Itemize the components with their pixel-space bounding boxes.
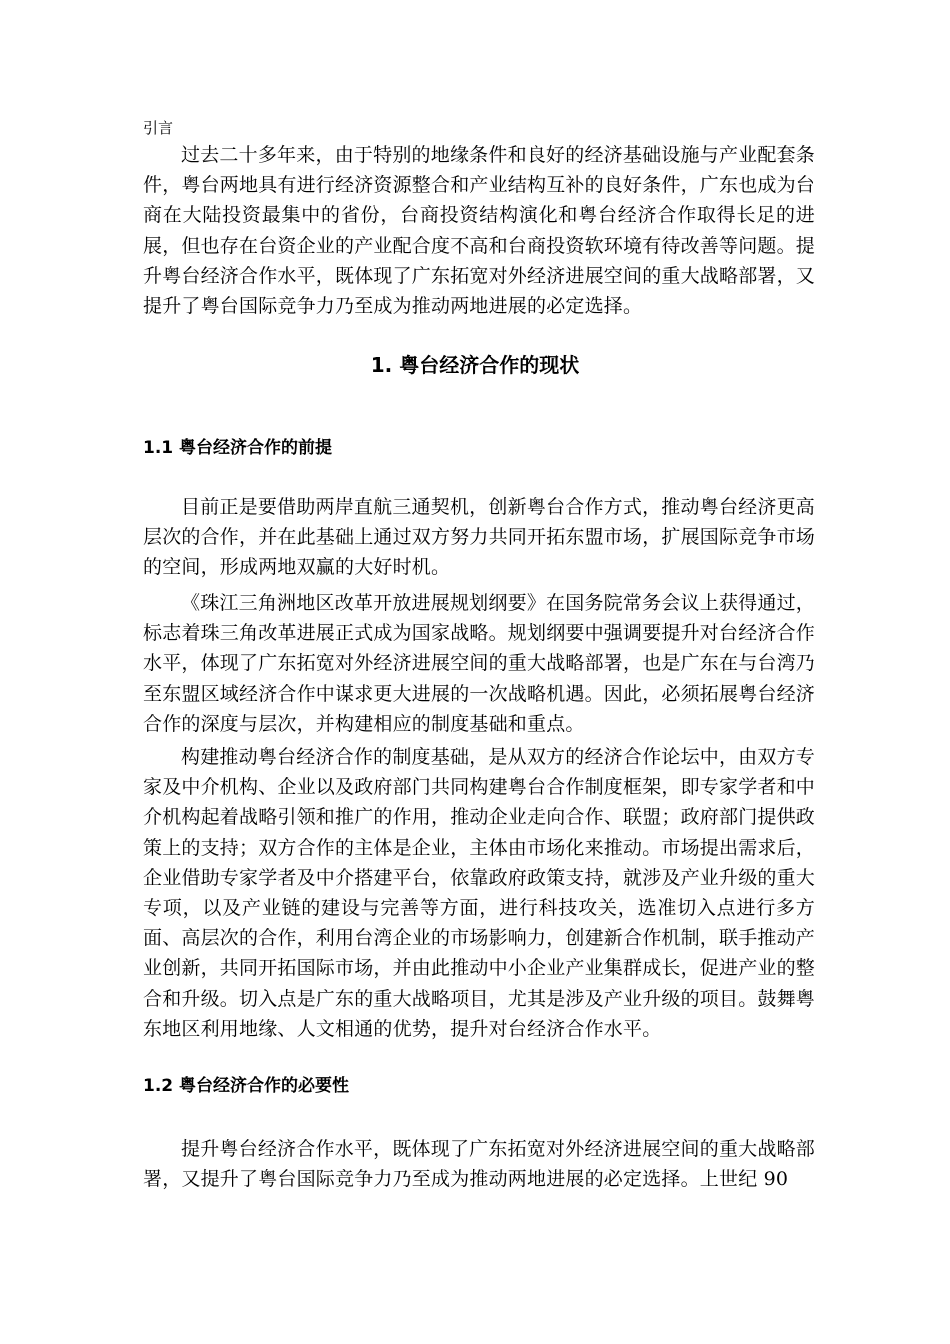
- body-paragraph: 构建推动粤台经济合作的制度基础，是从双方的经济合作论坛中，由双方专家及中介机构、企业以及政府部门共同构建粤台合作制度框架，即专家学者和中介机构起着战略引领和推广的作用，推动企业走向合作、联盟；政府部门提供政策上的支持；双方合作的主体是企业，主体由市场化来推动。市场提出需求后，企业借助专家学者及中介搭建平台，依靠政府政策支持，就涉及产业升级的重大专项，以及产业链的建设与完善等方面，进行科技攻关，选准切入点进行多方面、高层次的合作，利用台湾企业的市场影响力，创建新合作机制，联手推动产业创新，共同开拓国际市场，并由此推动中小企业产业集群成长，促进产业的整合和升级。切入点是广东的重大战略项目，尤其是涉及产业升级的项目。鼓舞粤东地区利用地缘、人文相通的优势，提升对台经济合作水平。: [143, 746, 816, 1040]
- body-paragraph: 目前正是要借助两岸直航三通契机，创新粤台合作方式，推动粤台经济更高层次的合作，并在此基础上通过双方努力共同开拓东盟市场，扩展国际竞争市场的空间，形成两地双赢的大好时机。: [143, 496, 816, 579]
- intro-paragraph: 过去二十多年来，由于特别的地缘条件和良好的经济基础设施与产业配套条件，粤台两地具有进行经济资源整合和产业结构互补的良好条件，广东也成为台商在大陆投资最集中的省份，台商投资结构演化和粤台经济合作取得长足的进展，但也存在台资企业的产业配合度不高和台商投资软环境有待改善等问题。提升粤台经济合作水平，既体现了广东拓宽对外经济进展空间的重大战略部署，又提升了粤台国际竞争力乃至成为推动两地进展的必定选择。: [143, 144, 816, 318]
- subsection-heading-1-2: 1.2 粤台经济合作的必要性: [143, 1076, 350, 1096]
- section-heading-1: 1. 粤台经济合作的现状: [370, 353, 580, 377]
- intro-label: 引言: [143, 119, 174, 137]
- body-paragraph: 《珠江三角洲地区改革开放进展规划纲要》在国务院常务会议上获得通过，标志着珠三角改革进展正式成为国家战略。规划纲要中强调要提升对台经济合作水平，体现了广东拓宽对外经济进展空间的重大战略部署，也是广东在与台湾乃至东盟区域经济合作中谋求更大进展的一次战略机遇。因此，必须拓展粤台经济合作的深度与层次，并构建相应的制度基础和重点。: [143, 592, 816, 735]
- body-paragraph: 提升粤台经济合作水平，既体现了广东拓宽对外经济进展空间的重大战略部署，又提升了粤台国际竞争力乃至成为推动两地进展的必定选择。上世纪 90: [143, 1138, 815, 1191]
- subsection-heading-1-1: 1.1 粤台经济合作的前提: [143, 438, 333, 458]
